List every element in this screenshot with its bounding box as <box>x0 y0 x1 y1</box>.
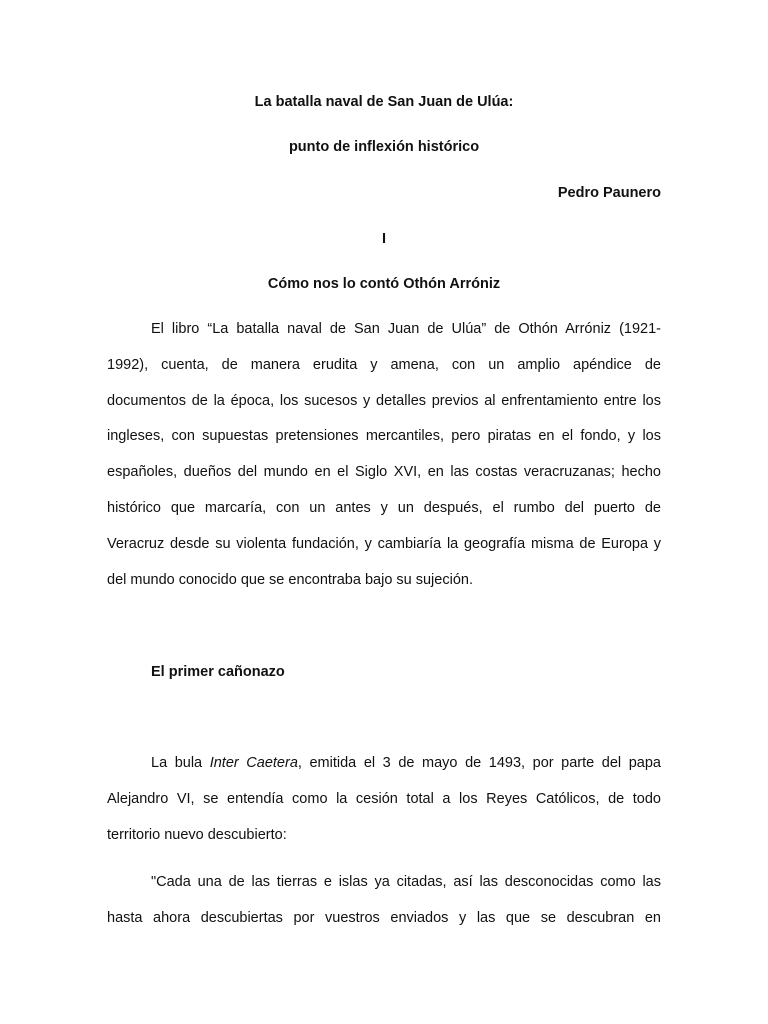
author-name: Pedro Paunero <box>557 185 661 201</box>
document-title-line-2: punto de inflexión histórico <box>288 139 480 155</box>
paragraph-1-line: histórico que marcaría, con un antes y un después, el rumbo del puerto de <box>107 499 661 516</box>
quote-line: "Cada una de las tierras e islas ya citadas, así las desconocidas como las <box>151 874 661 890</box>
paragraph-1-line: ingleses, con supuestas pretensiones mercantiles, pero piratas en el fondo, y los <box>107 428 661 445</box>
quote-line: hasta ahora descubiertas por vuestros enviados y las que se descubran en <box>107 909 661 926</box>
paragraph-2-text: La bula <box>151 755 210 771</box>
paragraph-1-line: Veracruz desde su violenta fundación, y cambiaría la geografía misma de Europa y <box>107 535 661 552</box>
document-title-line-1: La batalla naval de San Juan de Ulúa: <box>254 94 514 110</box>
paragraph-1 <box>107 312 661 598</box>
section-title: Cómo nos lo contó Othón Arróniz <box>267 276 501 292</box>
paragraph-2-line: Alejandro VI, se entendía como la cesión total a los Reyes Católicos, de todo <box>107 790 661 807</box>
italic-title: Inter Caetera <box>209 755 298 771</box>
paragraph-2-line: territorio nuevo descubierto: <box>107 826 287 843</box>
paragraph-1-line: documentos de la época, los sucesos y detalles previos al enfrentamiento entre los <box>107 392 661 409</box>
quote-paragraph <box>107 865 661 937</box>
subheading: El primer cañonazo <box>151 664 285 680</box>
paragraph-1-line: españoles, dueños del mundo en el Siglo XVI, en las costas veracruzanas; hecho <box>107 464 661 481</box>
paragraph-1-line: 1992), cuenta, de manera erudita y amena, con un amplio apéndice de <box>107 356 661 373</box>
paragraph-1-line: del mundo conocido que se encontraba bajo su sujeción. <box>107 571 473 588</box>
paragraph-2-text: , emitida el 3 de mayo de 1493, por parte del papa <box>297 755 661 771</box>
section-number: I <box>381 231 387 247</box>
paragraph-2 <box>107 746 661 853</box>
paragraph-2-line <box>107 746 661 782</box>
paragraph-1-line: El libro “La batalla naval de San Juan de Ulúa” de Othón Arróniz (1921- <box>151 321 661 337</box>
